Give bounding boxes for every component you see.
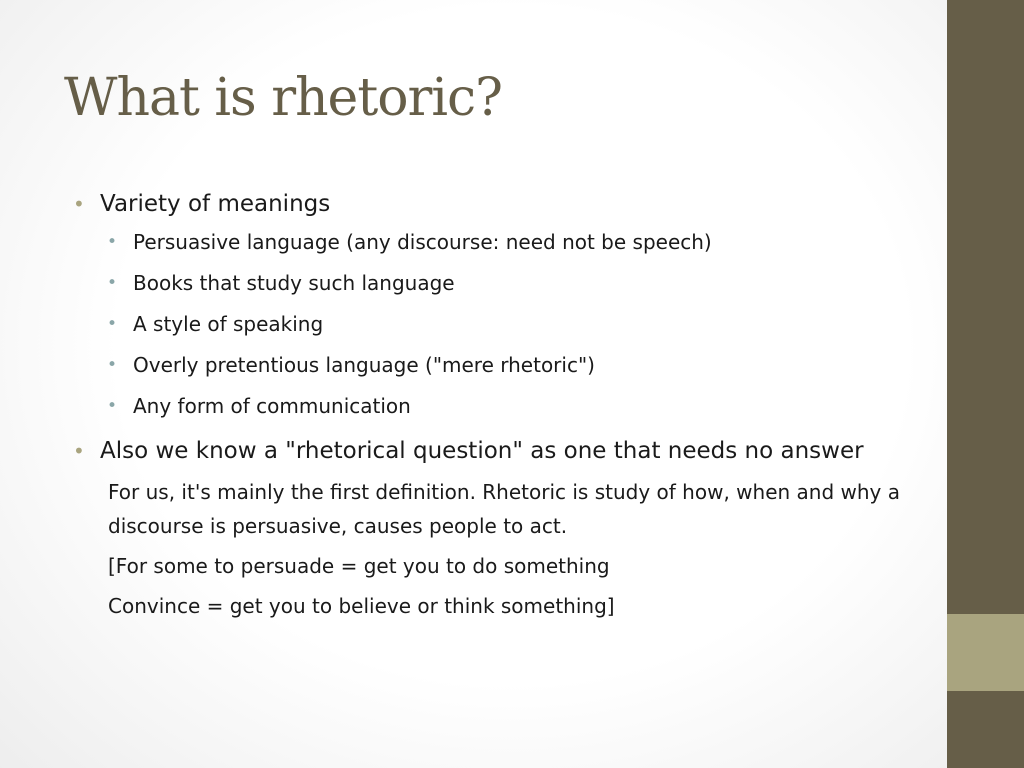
body-paragraph: Convince = get you to believe or think something] — [108, 594, 615, 618]
sub-bullet-text: Books that study such language — [133, 271, 455, 295]
bullet-text: Variety of meanings — [100, 191, 331, 217]
sub-bullet-list — [70, 228, 900, 420]
sub-bullet-icon: • — [107, 273, 118, 293]
bullet-item — [70, 433, 900, 469]
sub-bullet-icon: • — [107, 314, 118, 334]
body-paragraph: [For some to persuade = get you to do something — [108, 554, 610, 578]
sub-bullet-item — [70, 269, 900, 297]
sub-bullet-icon: • — [107, 232, 118, 252]
sub-bullet-item — [70, 228, 900, 256]
bullet-icon: • — [73, 439, 85, 463]
slide-body — [70, 186, 900, 629]
body-paragraph: For us, it's mainly the first definition. Rhetoric is study of how, when and why a discourse is persuasive, causes people to act. — [108, 480, 900, 538]
sub-bullet-text: Any form of communication — [133, 394, 411, 418]
sub-bullet-text: A style of speaking — [133, 312, 324, 336]
sub-bullet-text: Overly pretentious language ("mere rhetoric") — [133, 353, 595, 377]
sub-bullet-icon: • — [107, 396, 118, 416]
sub-bullet-item — [70, 310, 900, 338]
bullet-text: Also we know a "rhetorical question" as one that needs no answer — [100, 438, 864, 464]
sub-bullet-item — [70, 392, 900, 420]
side-accent-block — [947, 614, 1024, 691]
slide-title: What is rhetoric? — [64, 68, 503, 128]
bullet-icon: • — [73, 192, 85, 216]
sub-bullet-item — [70, 351, 900, 379]
bullet-item — [70, 186, 900, 222]
side-decoration-bar — [947, 0, 1024, 768]
sub-bullet-icon: • — [107, 355, 118, 375]
sub-bullet-text: Persuasive language (any discourse: need not be speech) — [133, 230, 712, 254]
